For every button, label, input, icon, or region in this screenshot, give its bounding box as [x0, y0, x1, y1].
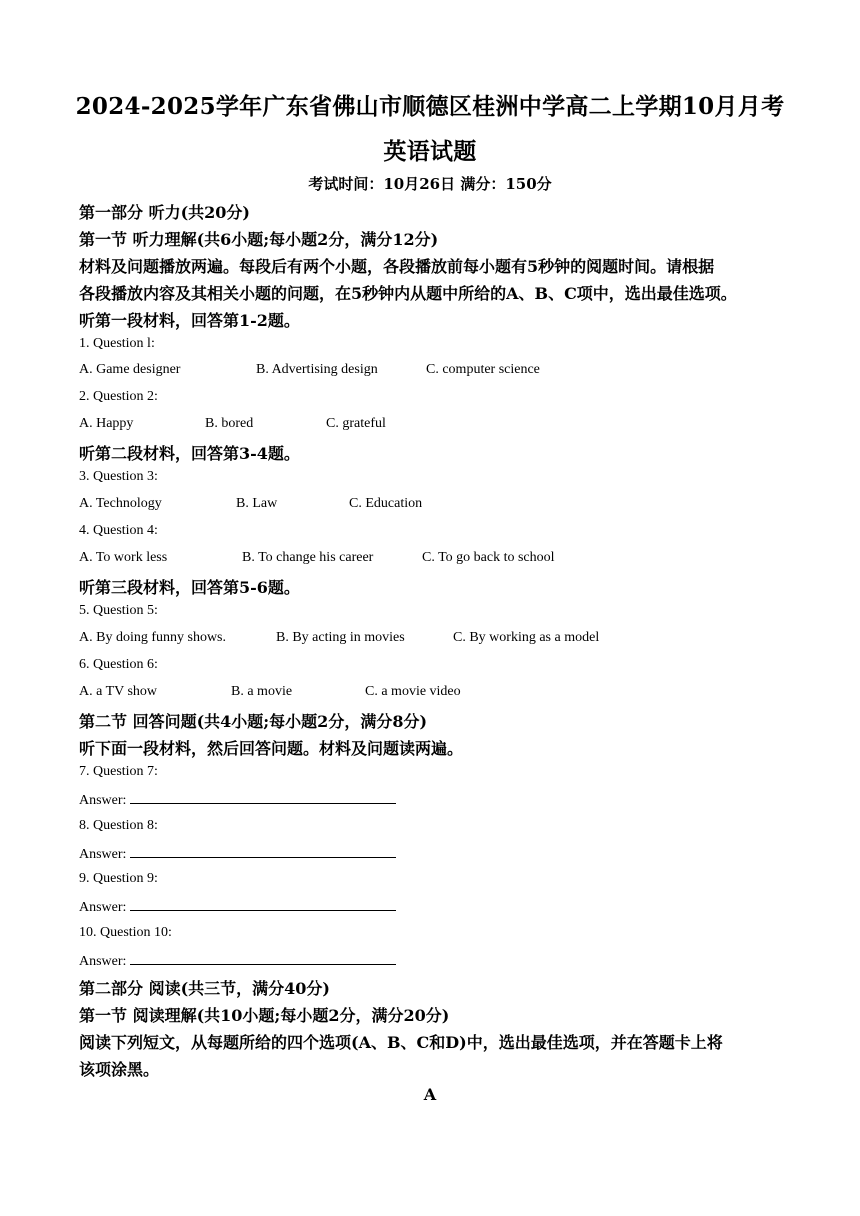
instructions-line-1: 材料及问题播放两遍。每段后有两个小题，各段播放前每小题有5秒钟的阅题时间。请根据 — [79, 257, 715, 276]
part2-heading: 第二部分 阅读(共三节，满分40分) — [79, 979, 330, 998]
part1-heading: 第一部分 听力(共20分) — [79, 203, 250, 222]
passage2-heading: 听第二段材料，回答第3-4题。 — [79, 444, 300, 463]
q3-option-b: B. Law — [236, 496, 278, 511]
answer-label: Answer: — [79, 793, 127, 808]
answer-label: Answer: — [79, 847, 127, 862]
question-10: 10. Question 10: — [79, 925, 172, 940]
reading-section1-heading: 第一节 阅读理解(共10小题;每小题2分，满分20分) — [79, 1006, 450, 1025]
exam-info: 考试时间：10月26日 满分：150分 — [308, 175, 552, 193]
passage1-heading: 听第一段材料，回答第1-2题。 — [79, 311, 300, 330]
q6-option-b: B. a movie — [231, 684, 293, 699]
q4-option-c: C. To go back to school — [422, 550, 555, 565]
question-2: 2. Question 2: — [79, 389, 158, 404]
answer-line-7[interactable] — [79, 791, 396, 809]
answer-line-10[interactable] — [79, 952, 396, 970]
reading-instructions-line-1: 阅读下列短文，从每题所给的四个选项(A、B、C和D)中，选出最佳选项，并在答题卡上将 — [79, 1033, 723, 1052]
answer-blank[interactable] — [130, 791, 396, 804]
answer-blank[interactable] — [130, 898, 396, 911]
q4-option-a: A. To work less — [79, 550, 168, 565]
question-7: 7. Question 7: — [79, 764, 158, 779]
q2-option-b: B. bored — [205, 416, 254, 431]
answer-blank[interactable] — [130, 845, 396, 858]
question-5: 5. Question 5: — [79, 603, 158, 618]
section2-heading: 第二节 回答问题(共4小题;每小题2分，满分8分) — [79, 712, 428, 731]
q3-option-a: A. Technology — [79, 496, 162, 511]
q2-option-a: A. Happy — [79, 416, 134, 431]
answer-label: Answer: — [79, 900, 127, 915]
q6-option-c: C. a movie video — [365, 684, 461, 699]
passage3-heading: 听第三段材料，回答第5-6题。 — [79, 578, 300, 597]
question-6: 6. Question 6: — [79, 657, 158, 672]
answer-line-8[interactable] — [79, 845, 396, 863]
q4-option-b: B. To change his career — [242, 550, 374, 565]
answer-blank[interactable] — [130, 952, 396, 965]
reading-instructions-line-2: 该项涂黑。 — [79, 1060, 160, 1079]
question-3: 3. Question 3: — [79, 469, 158, 484]
passage-a-label: A — [423, 1085, 437, 1104]
question-9: 9. Question 9: — [79, 871, 158, 886]
q3-option-c: C. Education — [349, 496, 423, 511]
question-8: 8. Question 8: — [79, 818, 158, 833]
section2-instructions: 听下面一段材料，然后回答问题。材料及问题读两遍。 — [79, 739, 464, 758]
question-4: 4. Question 4: — [79, 523, 158, 538]
document-title: 2024-2025学年广东省佛山市顺德区桂洲中学高二上学期10月月考 — [75, 93, 785, 120]
instructions-line-2: 各段播放内容及其相关小题的问题，在5秒钟内从题中所给的A、B、C项中，选出最佳选项。 — [79, 284, 737, 303]
q1-option-c: C. computer science — [426, 362, 540, 377]
answer-line-9[interactable] — [79, 898, 396, 916]
q5-option-a: A. By doing funny shows. — [79, 630, 227, 645]
question-1: 1. Question l: — [79, 336, 155, 351]
q6-option-a: A. a TV show — [79, 684, 158, 699]
answer-label: Answer: — [79, 954, 127, 969]
q5-option-c: C. By working as a model — [453, 630, 600, 645]
q2-option-c: C. grateful — [326, 416, 386, 431]
document-subtitle: 英语试题 — [383, 138, 477, 165]
q1-option-a: A. Game designer — [79, 362, 181, 377]
q1-option-b: B. Advertising design — [256, 362, 378, 377]
section1-heading: 第一节 听力理解(共6小题;每小题2分，满分12分) — [79, 230, 439, 249]
q5-option-b: B. By acting in movies — [276, 630, 405, 645]
